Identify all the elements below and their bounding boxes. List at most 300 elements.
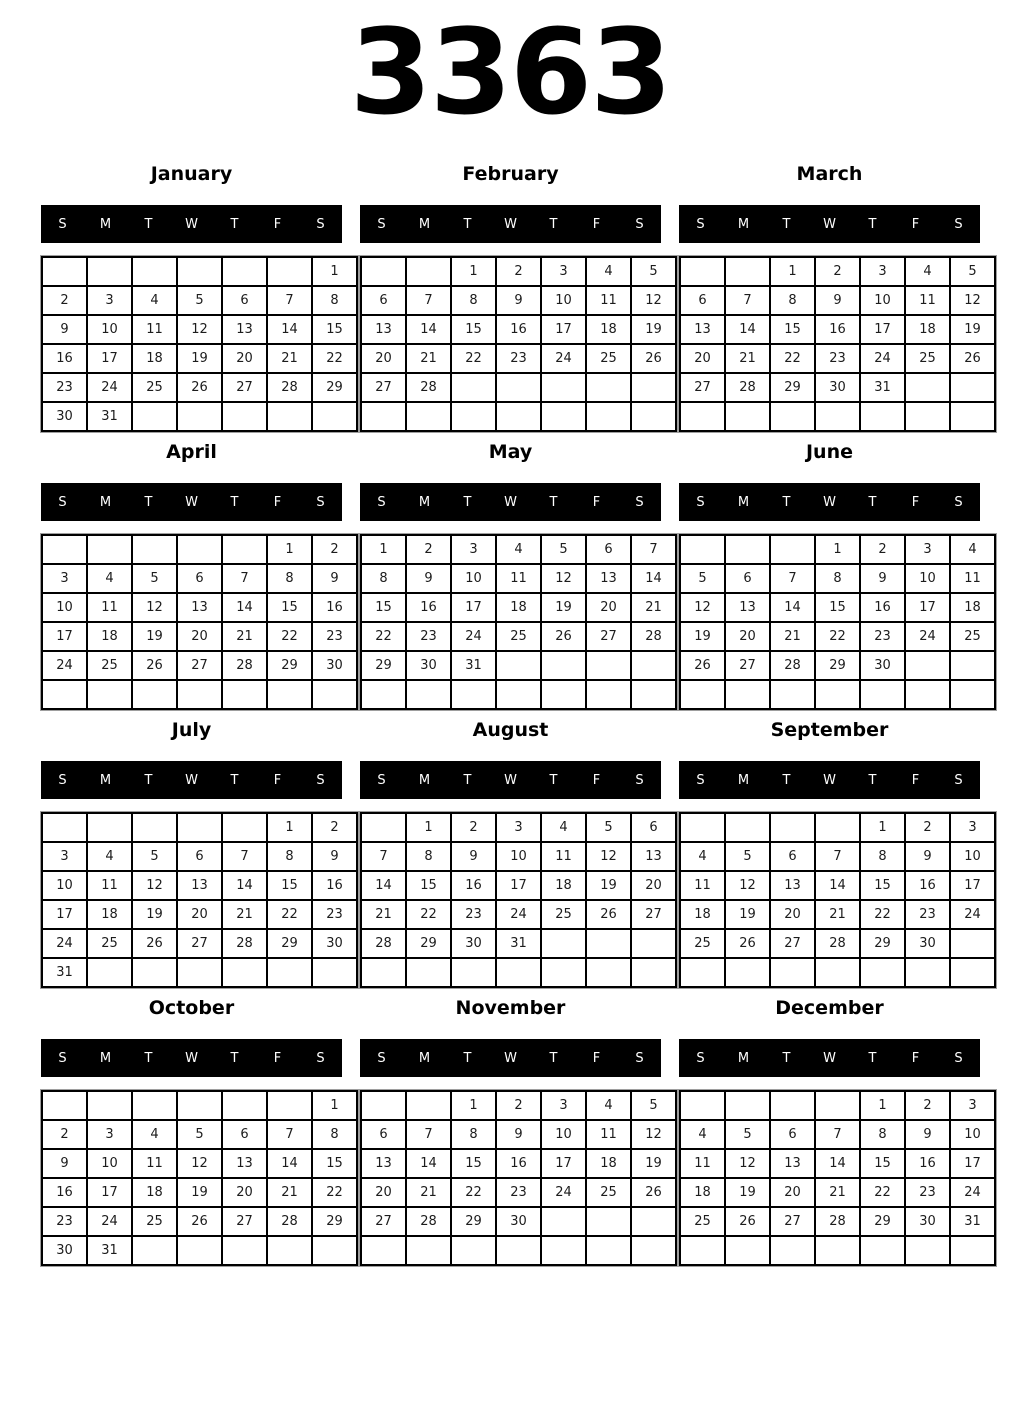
- month-block: [41, 163, 342, 432]
- month-block: [679, 997, 980, 1266]
- month-title: November: [455, 997, 566, 1019]
- weekday-label: M: [99, 1050, 112, 1066]
- week-row: [680, 651, 995, 680]
- day-cell: 31: [496, 929, 541, 958]
- empty-day-cell: [451, 373, 496, 402]
- day-cell: 16: [905, 1149, 950, 1178]
- weekday-label: S: [316, 772, 325, 788]
- empty-day-cell: [950, 651, 995, 680]
- empty-day-cell: [222, 680, 267, 709]
- empty-day-cell: [361, 1236, 406, 1265]
- week-row: [680, 1091, 995, 1120]
- day-cell: 18: [950, 593, 995, 622]
- empty-day-cell: [725, 535, 770, 564]
- empty-day-cell: [770, 1091, 815, 1120]
- empty-day-cell: [177, 680, 222, 709]
- empty-day-cell: [680, 1236, 725, 1265]
- day-cell: 2: [312, 535, 357, 564]
- weekday-label: F: [911, 216, 920, 232]
- day-cell: 12: [132, 593, 177, 622]
- day-cell: 12: [177, 315, 222, 344]
- weekday-header-bar: [41, 205, 342, 243]
- day-cell: 17: [541, 315, 586, 344]
- empty-day-cell: [132, 958, 177, 987]
- empty-day-cell: [451, 958, 496, 987]
- day-cell: 8: [406, 842, 451, 871]
- empty-day-cell: [361, 813, 406, 842]
- day-cell: 14: [725, 315, 770, 344]
- day-cell: 8: [361, 564, 406, 593]
- empty-day-cell: [950, 680, 995, 709]
- day-cell: 21: [631, 593, 676, 622]
- empty-day-cell: [222, 813, 267, 842]
- day-cell: 1: [770, 257, 815, 286]
- day-cell: 23: [496, 1178, 541, 1207]
- day-cell: 22: [815, 622, 860, 651]
- month-days-table: [679, 812, 996, 988]
- empty-day-cell: [42, 680, 87, 709]
- empty-day-cell: [222, 958, 267, 987]
- week-row: [680, 257, 995, 286]
- year-title: 3363: [349, 3, 671, 141]
- day-cell: 16: [312, 593, 357, 622]
- day-cell: 23: [905, 1178, 950, 1207]
- weekday-label: M: [737, 216, 750, 232]
- weekday-label: W: [504, 772, 517, 788]
- empty-day-cell: [770, 402, 815, 431]
- week-row: [680, 680, 995, 709]
- empty-day-cell: [680, 1091, 725, 1120]
- day-cell: 16: [496, 1149, 541, 1178]
- weekday-label: F: [592, 494, 601, 510]
- day-cell: 9: [451, 842, 496, 871]
- day-cell: 3: [451, 535, 496, 564]
- day-cell: 30: [42, 1236, 87, 1265]
- week-row: [42, 373, 357, 402]
- weekday-label: M: [418, 216, 431, 232]
- month-title: May: [488, 441, 533, 463]
- empty-day-cell: [222, 1236, 267, 1265]
- day-cell: 20: [222, 1178, 267, 1207]
- day-cell: 26: [177, 1207, 222, 1236]
- day-cell: 21: [406, 1178, 451, 1207]
- weekday-label: W: [185, 772, 198, 788]
- week-row: [680, 622, 995, 651]
- week-row: [42, 535, 357, 564]
- day-cell: 27: [222, 373, 267, 402]
- day-cell: 11: [87, 593, 132, 622]
- day-cell: 26: [631, 1178, 676, 1207]
- day-cell: 4: [905, 257, 950, 286]
- day-cell: 1: [312, 257, 357, 286]
- weekday-label: W: [823, 772, 836, 788]
- weekday-label: T: [549, 1050, 558, 1066]
- day-cell: 25: [541, 900, 586, 929]
- day-cell: 29: [267, 929, 312, 958]
- day-cell: 18: [680, 900, 725, 929]
- weekday-label: S: [58, 216, 67, 232]
- week-row: [42, 1120, 357, 1149]
- day-cell: 26: [586, 900, 631, 929]
- day-cell: 7: [815, 1120, 860, 1149]
- day-cell: 9: [406, 564, 451, 593]
- day-cell: 23: [42, 1207, 87, 1236]
- weekday-label: M: [418, 494, 431, 510]
- week-row: [361, 929, 676, 958]
- empty-day-cell: [87, 813, 132, 842]
- day-cell: 14: [815, 1149, 860, 1178]
- week-row: [361, 402, 676, 431]
- day-cell: 3: [950, 813, 995, 842]
- week-row: [361, 622, 676, 651]
- empty-day-cell: [451, 1236, 496, 1265]
- day-cell: 3: [42, 564, 87, 593]
- week-row: [680, 564, 995, 593]
- week-row: [680, 535, 995, 564]
- day-cell: 24: [87, 373, 132, 402]
- day-cell: 8: [312, 286, 357, 315]
- day-cell: 28: [770, 651, 815, 680]
- empty-day-cell: [631, 1207, 676, 1236]
- month-block: [679, 163, 980, 432]
- week-row: [42, 651, 357, 680]
- day-cell: 10: [87, 1149, 132, 1178]
- day-cell: 28: [361, 929, 406, 958]
- day-cell: 10: [905, 564, 950, 593]
- day-cell: 26: [725, 929, 770, 958]
- day-cell: 11: [87, 871, 132, 900]
- empty-day-cell: [680, 958, 725, 987]
- empty-day-cell: [87, 1091, 132, 1120]
- day-cell: 10: [950, 1120, 995, 1149]
- day-cell: 12: [132, 871, 177, 900]
- week-row: [680, 315, 995, 344]
- weekday-label: S: [954, 1050, 963, 1066]
- weekday-label: S: [58, 494, 67, 510]
- day-cell: 6: [222, 286, 267, 315]
- day-cell: 21: [815, 1178, 860, 1207]
- empty-day-cell: [586, 402, 631, 431]
- day-cell: 15: [312, 315, 357, 344]
- empty-day-cell: [950, 1236, 995, 1265]
- day-cell: 15: [815, 593, 860, 622]
- week-row: [361, 564, 676, 593]
- weekday-label: T: [782, 1050, 791, 1066]
- day-cell: 5: [631, 257, 676, 286]
- weekday-label: T: [782, 216, 791, 232]
- day-cell: 22: [406, 900, 451, 929]
- empty-day-cell: [87, 535, 132, 564]
- empty-day-cell: [905, 958, 950, 987]
- day-cell: 1: [361, 535, 406, 564]
- day-cell: 31: [42, 958, 87, 987]
- day-cell: 6: [177, 564, 222, 593]
- day-cell: 28: [725, 373, 770, 402]
- empty-day-cell: [631, 651, 676, 680]
- day-cell: 8: [770, 286, 815, 315]
- day-cell: 4: [496, 535, 541, 564]
- day-cell: 6: [361, 286, 406, 315]
- day-cell: 21: [406, 344, 451, 373]
- weekday-label: F: [592, 772, 601, 788]
- day-cell: 29: [770, 373, 815, 402]
- day-cell: 14: [631, 564, 676, 593]
- day-cell: 14: [267, 315, 312, 344]
- day-cell: 27: [586, 622, 631, 651]
- day-cell: 13: [222, 1149, 267, 1178]
- day-cell: 15: [860, 1149, 905, 1178]
- day-cell: 7: [725, 286, 770, 315]
- day-cell: 29: [860, 929, 905, 958]
- empty-day-cell: [177, 535, 222, 564]
- day-cell: 3: [541, 257, 586, 286]
- weekday-label: T: [868, 494, 877, 510]
- empty-day-cell: [725, 958, 770, 987]
- empty-day-cell: [905, 1236, 950, 1265]
- empty-day-cell: [860, 1236, 905, 1265]
- day-cell: 24: [496, 900, 541, 929]
- day-cell: 4: [87, 564, 132, 593]
- empty-day-cell: [770, 535, 815, 564]
- day-cell: 21: [222, 622, 267, 651]
- day-cell: 6: [725, 564, 770, 593]
- day-cell: 20: [586, 593, 631, 622]
- empty-day-cell: [451, 680, 496, 709]
- empty-day-cell: [860, 680, 905, 709]
- day-cell: 8: [312, 1120, 357, 1149]
- day-cell: 27: [177, 651, 222, 680]
- day-cell: 9: [42, 1149, 87, 1178]
- day-cell: 14: [406, 1149, 451, 1178]
- day-cell: 1: [406, 813, 451, 842]
- empty-day-cell: [680, 257, 725, 286]
- day-cell: 24: [42, 929, 87, 958]
- day-cell: 24: [87, 1207, 132, 1236]
- empty-day-cell: [860, 958, 905, 987]
- day-cell: 26: [541, 622, 586, 651]
- day-cell: 17: [860, 315, 905, 344]
- day-cell: 25: [132, 373, 177, 402]
- empty-day-cell: [42, 1091, 87, 1120]
- day-cell: 18: [87, 900, 132, 929]
- day-cell: 16: [860, 593, 905, 622]
- empty-day-cell: [177, 1091, 222, 1120]
- day-cell: 15: [451, 315, 496, 344]
- empty-day-cell: [586, 1236, 631, 1265]
- day-cell: 11: [496, 564, 541, 593]
- day-cell: 25: [87, 929, 132, 958]
- empty-day-cell: [950, 373, 995, 402]
- day-cell: 25: [87, 651, 132, 680]
- week-row: [361, 871, 676, 900]
- week-row: [361, 842, 676, 871]
- empty-day-cell: [586, 373, 631, 402]
- weekday-label: T: [144, 494, 153, 510]
- day-cell: 26: [725, 1207, 770, 1236]
- day-cell: 24: [541, 344, 586, 373]
- empty-day-cell: [815, 813, 860, 842]
- day-cell: 25: [496, 622, 541, 651]
- week-row: [361, 1236, 676, 1265]
- empty-day-cell: [312, 680, 357, 709]
- day-cell: 11: [680, 871, 725, 900]
- weekday-label: W: [504, 1050, 517, 1066]
- day-cell: 6: [177, 842, 222, 871]
- day-cell: 15: [361, 593, 406, 622]
- empty-day-cell: [631, 680, 676, 709]
- day-cell: 24: [42, 651, 87, 680]
- day-cell: 9: [496, 286, 541, 315]
- week-row: [361, 651, 676, 680]
- day-cell: 21: [815, 900, 860, 929]
- empty-day-cell: [680, 535, 725, 564]
- weekday-label: W: [185, 1050, 198, 1066]
- day-cell: 22: [770, 344, 815, 373]
- day-cell: 19: [177, 1178, 222, 1207]
- day-cell: 23: [42, 373, 87, 402]
- day-cell: 19: [631, 315, 676, 344]
- empty-day-cell: [267, 680, 312, 709]
- day-cell: 5: [177, 286, 222, 315]
- weekday-label: T: [463, 772, 472, 788]
- weekday-label: F: [273, 1050, 282, 1066]
- weekday-label: M: [99, 216, 112, 232]
- day-cell: 5: [541, 535, 586, 564]
- weekday-label: T: [782, 772, 791, 788]
- day-cell: 4: [586, 257, 631, 286]
- day-cell: 14: [815, 871, 860, 900]
- day-cell: 16: [406, 593, 451, 622]
- empty-day-cell: [725, 1091, 770, 1120]
- day-cell: 27: [222, 1207, 267, 1236]
- day-cell: 12: [680, 593, 725, 622]
- month-block: [360, 997, 661, 1266]
- empty-day-cell: [631, 1236, 676, 1265]
- empty-day-cell: [541, 1236, 586, 1265]
- empty-day-cell: [631, 373, 676, 402]
- weekday-label: T: [144, 1050, 153, 1066]
- day-cell: 16: [905, 871, 950, 900]
- empty-day-cell: [680, 402, 725, 431]
- day-cell: 2: [312, 813, 357, 842]
- day-cell: 22: [451, 344, 496, 373]
- weekday-header-bar: [360, 1039, 661, 1077]
- day-cell: 7: [406, 286, 451, 315]
- day-cell: 10: [42, 871, 87, 900]
- day-cell: 20: [361, 344, 406, 373]
- day-cell: 22: [860, 900, 905, 929]
- week-row: [361, 1149, 676, 1178]
- day-cell: 8: [451, 1120, 496, 1149]
- day-cell: 16: [451, 871, 496, 900]
- day-cell: 20: [725, 622, 770, 651]
- empty-day-cell: [132, 680, 177, 709]
- day-cell: 2: [905, 813, 950, 842]
- empty-day-cell: [132, 535, 177, 564]
- empty-day-cell: [496, 958, 541, 987]
- empty-day-cell: [177, 958, 222, 987]
- month-block: [360, 719, 661, 988]
- month-title: April: [166, 441, 217, 463]
- weekday-label: F: [273, 772, 282, 788]
- day-cell: 12: [725, 1149, 770, 1178]
- day-cell: 6: [361, 1120, 406, 1149]
- month-title: July: [171, 719, 212, 741]
- weekday-label: F: [273, 494, 282, 510]
- day-cell: 4: [680, 1120, 725, 1149]
- day-cell: 8: [815, 564, 860, 593]
- empty-day-cell: [541, 651, 586, 680]
- day-cell: 23: [312, 900, 357, 929]
- week-row: [361, 1178, 676, 1207]
- day-cell: 23: [815, 344, 860, 373]
- weekday-label: S: [954, 494, 963, 510]
- day-cell: 1: [267, 535, 312, 564]
- day-cell: 18: [132, 344, 177, 373]
- weekday-label: S: [377, 494, 386, 510]
- week-row: [42, 900, 357, 929]
- weekday-label: T: [463, 1050, 472, 1066]
- day-cell: 30: [312, 929, 357, 958]
- empty-day-cell: [631, 402, 676, 431]
- day-cell: 4: [950, 535, 995, 564]
- day-cell: 27: [770, 1207, 815, 1236]
- day-cell: 19: [950, 315, 995, 344]
- day-cell: 25: [905, 344, 950, 373]
- empty-day-cell: [267, 257, 312, 286]
- day-cell: 13: [770, 871, 815, 900]
- day-cell: 2: [496, 257, 541, 286]
- day-cell: 1: [860, 813, 905, 842]
- day-cell: 23: [905, 900, 950, 929]
- weekday-header-bar: [679, 483, 980, 521]
- day-cell: 13: [586, 564, 631, 593]
- day-cell: 3: [87, 1120, 132, 1149]
- weekday-label: F: [911, 772, 920, 788]
- month-days-table: [679, 534, 996, 710]
- week-row: [680, 593, 995, 622]
- empty-day-cell: [267, 1236, 312, 1265]
- empty-day-cell: [770, 813, 815, 842]
- empty-day-cell: [541, 373, 586, 402]
- week-row: [361, 1207, 676, 1236]
- week-row: [361, 813, 676, 842]
- weekday-label: S: [696, 494, 705, 510]
- month-title: August: [472, 719, 549, 741]
- week-row: [680, 1149, 995, 1178]
- day-cell: 15: [451, 1149, 496, 1178]
- empty-day-cell: [725, 680, 770, 709]
- day-cell: 19: [725, 1178, 770, 1207]
- day-cell: 11: [541, 842, 586, 871]
- empty-day-cell: [905, 651, 950, 680]
- day-cell: 10: [860, 286, 905, 315]
- weekday-label: M: [99, 494, 112, 510]
- empty-day-cell: [496, 1236, 541, 1265]
- day-cell: 8: [860, 1120, 905, 1149]
- week-row: [680, 286, 995, 315]
- month-block: [679, 719, 980, 988]
- day-cell: 7: [770, 564, 815, 593]
- empty-day-cell: [42, 813, 87, 842]
- empty-day-cell: [406, 680, 451, 709]
- day-cell: 5: [725, 842, 770, 871]
- day-cell: 16: [42, 1178, 87, 1207]
- weekday-label: T: [144, 216, 153, 232]
- day-cell: 16: [815, 315, 860, 344]
- weekday-label: F: [911, 1050, 920, 1066]
- day-cell: 3: [950, 1091, 995, 1120]
